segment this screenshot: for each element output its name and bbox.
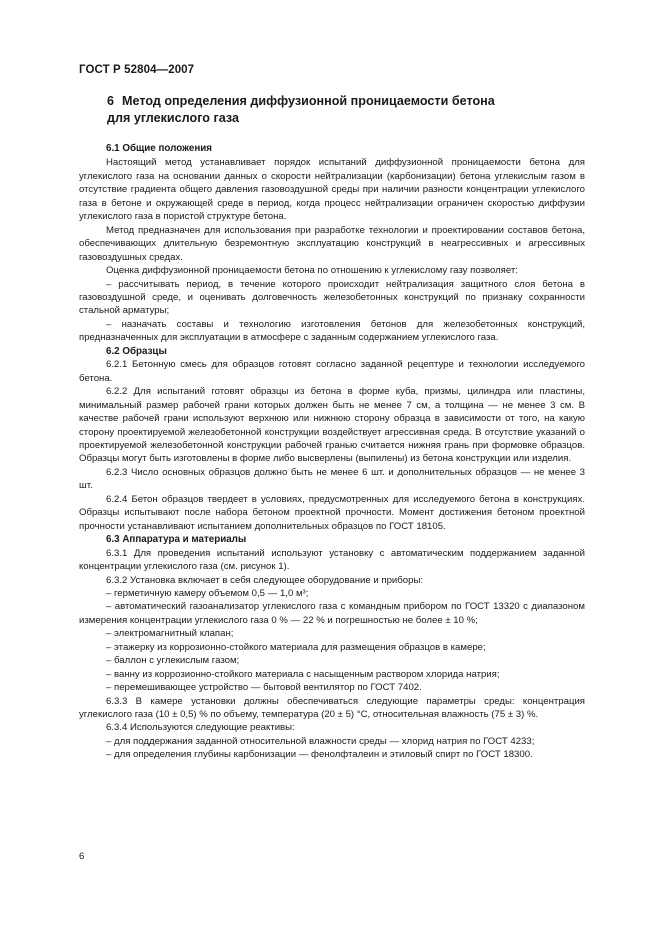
paragraph: 6.2.2 Для испытаний готовят образцы из бетона в форме куба, призмы, цилиндра или пластины, минимальный размер рабочей грани которых должен быть не менее 7 см, а толщина — не менее 3 см. В качестве рабочей грани используют верхнюю или нижнюю сторону образца в зависимости от того, на какую сторону проектируемой железобетонной конструкции воздействует агрессивная среда. В отсутствие указаний о проектируемой железобетонной конструкции рабочей гранью считается нижняя грань при формовке образцов. Образцы могут быть изготовлены в форме либо высверлены (выпилены) из бетона конструкции или изделия. — [79, 386, 585, 465]
paragraph: 6.3.1 Для проведения испытаний используют установку с автоматическим поддержанием заданной концентрации углекислого газа (см. рисунок 1). — [79, 547, 585, 573]
page-number: 6 — [79, 851, 85, 862]
paragraph: Настоящий метод устанавливает порядок испытаний диффузионной проницаемости бетона для углекислого газа на основании данных о скорости нейтрализации (карбонизации) бетона углекислым газом в отсутствие градиента общего давления газовоздушной среды при наличии разности концентрации углекислого газа в бетоне и окружающей среде в период, когда процесс нейтрализации ограничен скоростью диффузии углекислого газа в пористой структуре бетона. — [79, 157, 585, 223]
paragraph: 6.3.3 В камере установки должны обеспечиваться следующие параметры среды: концентрация углекислого газа (10 ± 0,5) % по объему, температура (20 ± 5) °С, относительная влажность (75 ± 3) %. — [79, 695, 585, 721]
paragraph: 6.3.2 Установка включает в себя следующее оборудование и приборы: — [106, 574, 423, 586]
subsection-heading-6-1: 6.1 Общие положения — [106, 143, 213, 154]
list-item: – баллон с углекислым газом; — [106, 655, 240, 667]
list-item: – автоматический газоанализатор углекислого газа с командным прибором по ГОСТ 13320 с диапазоном измерения концентрации углекислого газа 0 % — 22 % и погрешностью не более ± 10 %; — [79, 601, 585, 626]
list-item: – для определения глубины карбонизации — фенолфталеин и этиловый спирт по ГОСТ 18300. — [106, 749, 533, 761]
section-title-line2: для углекислого газа — [107, 111, 239, 125]
document-code: ГОСТ Р 52804—2007 — [79, 64, 195, 76]
subsection-heading-6-2: 6.2 Образцы — [106, 345, 167, 357]
paragraph: 6.2.3 Число основных образцов должно быть не менее 6 шт. и дополнительных образцов — не менее 3 шт. — [79, 466, 585, 492]
paragraph: 6.2.4 Бетон образцов твердеет в условиях, предусмотренных для исследуемого бетона в конструкциях. Образцы испытывают после набора бетоном проектной прочности. Момент достижения бетоном проектной прочности устанавливают испытанием дополнительных образцов по ГОСТ 18105. — [79, 493, 585, 532]
list-item: – назначать составы и технологию изготовления бетонов для железобетонных конструкций, предназначенных для эксплуатации в атмосфере с заданным содержанием углекислого газа. — [79, 318, 585, 344]
list-item: – перемешивающее устройство — бытовой вентилятор по ГОСТ 7402. — [106, 682, 422, 694]
section-number: 6 — [107, 94, 115, 108]
list-item: – для поддержания заданной относительной влажности среды — хлорид натрия по ГОСТ 4233; — [106, 735, 535, 747]
list-item: – рассчитывать период, в течение которого происходит нейтрализация защитного слоя бетона в газовоздушной среде, и оценивать долговечность железобетонных конструкций по признаку сохранности стальной арматуры; — [79, 278, 585, 317]
subsection-heading-6-3: 6.3 Аппаратура и материалы — [106, 534, 247, 546]
list-item: – ванну из коррозионно-стойкого материала с насыщенным раствором хлорида натрия; — [106, 668, 500, 680]
list-item: – электромагнитный клапан; — [106, 628, 234, 640]
paragraph: 6.3.4 Используются следующие реактивы: — [106, 722, 295, 734]
paragraph: Метод предназначен для использования при разработке технологии и проектировании составов бетона, обеспечивающих длительную безремонтную эксплуатацию конструкций в неагрессивных и агрессивных газовоздушных средах. — [79, 224, 585, 263]
list-item: – этажерку из коррозионно-стойкого материала для размещения образцов в камере; — [106, 641, 486, 653]
section-title — [107, 93, 587, 127]
paragraph: Оценка диффузионной проницаемости бетона по отношению к углекислому газу позволяет: — [106, 265, 518, 277]
section-content — [79, 142, 585, 762]
list-item: – герметичную камеру объемом 0,5 — 1,0 м³; — [106, 587, 309, 599]
section-title-line1: Метод определения диффузионной проницаемости бетона — [122, 94, 495, 108]
paragraph: 6.2.1 Бетонную смесь для образцов готовят согласно заданной рецептуре и технологии исследуемого бетона. — [79, 359, 585, 384]
